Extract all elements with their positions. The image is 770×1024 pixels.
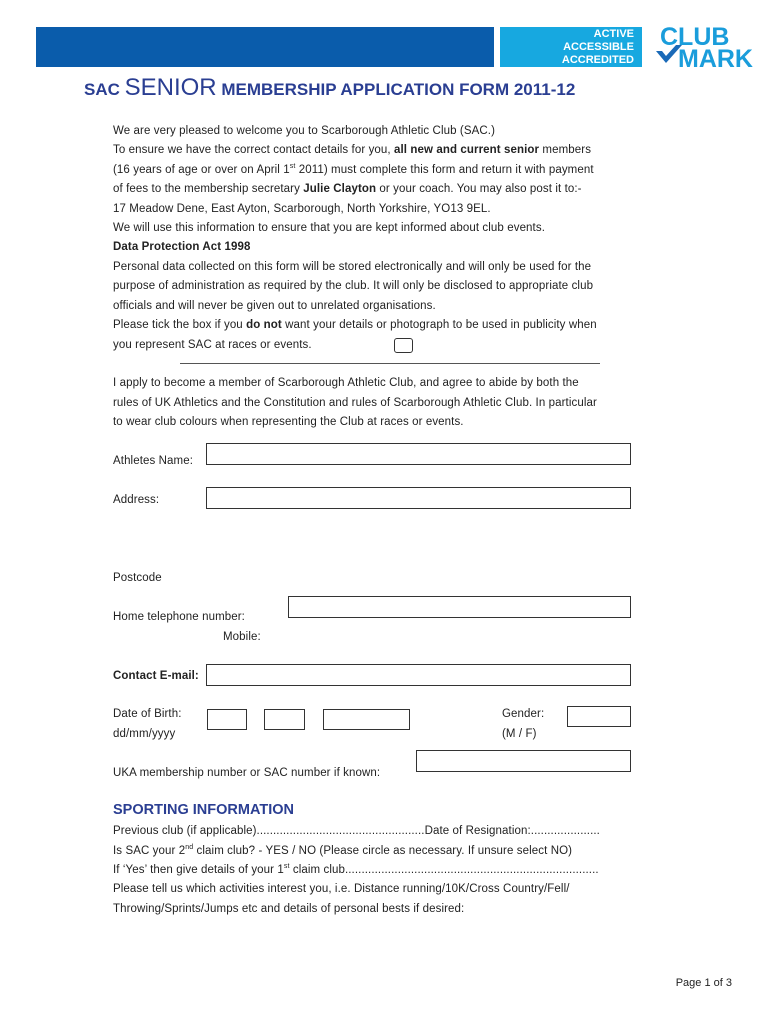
dp-line: you represent SAC at races or events. bbox=[113, 339, 312, 351]
first-claim-line: If ‘Yes’ then give details of your 1st claim club............................................................................. bbox=[113, 863, 599, 876]
postcode-label: Postcode bbox=[113, 572, 162, 584]
intro-line: We are very pleased to welcome you to Scarborough Athletic Club (SAC.) bbox=[113, 125, 495, 137]
uka-number-input[interactable] bbox=[416, 750, 631, 772]
second-claim-line: Is SAC your 2nd claim club? - YES / NO (Please circle as necessary. If unsure select NO) bbox=[113, 844, 573, 857]
uka-number-label: UKA membership number or SAC number if known: bbox=[113, 767, 381, 779]
email-label: Contact E-mail: bbox=[113, 670, 199, 682]
home-telephone-label: Home telephone number: bbox=[113, 611, 245, 623]
dp-line: purpose of administration as required by the club. It will only be disclosed to appropriate club bbox=[113, 280, 594, 292]
dp-line: Please tick the box if you do not want your details or photograph to be used in publicity when bbox=[113, 319, 597, 331]
mobile-label: Mobile: bbox=[223, 631, 261, 643]
agreement-line: rules of UK Athletics and the Constitution and rules of Scarborough Athletic Club. In particular bbox=[113, 397, 597, 409]
data-protection-heading: Data Protection Act 1998 bbox=[113, 241, 251, 253]
header-tagline: ACTIVE ACCESSIBLE ACCREDITED bbox=[561, 28, 634, 66]
publicity-opt-out-checkbox[interactable] bbox=[394, 338, 413, 353]
dp-line: Personal data collected on this form will be stored electronically and will only be used for the bbox=[113, 261, 592, 273]
previous-club-line: Previous club (if applicable)...................................................Date of Resignation:..................... bbox=[113, 825, 600, 837]
athlete-name-label: Athletes Name: bbox=[113, 455, 194, 467]
activities-line: Please tell us which activities interest you, i.e. Distance running/10K/Cross Country/Fell/ bbox=[113, 883, 570, 895]
agreement-line: to wear club colours when representing the Club at races or events. bbox=[113, 416, 464, 428]
intro-line: (16 years of age or over on April 1st 2011) must complete this form and return it with payment bbox=[113, 163, 594, 176]
gender-label: Gender: bbox=[502, 708, 545, 720]
dob-format: dd/mm/yyyy bbox=[113, 728, 176, 740]
gender-input[interactable] bbox=[567, 706, 631, 727]
dob-label: Date of Birth: bbox=[113, 708, 182, 720]
sporting-info-heading: SPORTING INFORMATION bbox=[113, 802, 294, 818]
intro-line: of fees to the membership secretary Julie Clayton or your coach. You may also post it to:- bbox=[113, 183, 582, 195]
divider bbox=[180, 363, 600, 364]
intro-line: To ensure we have the correct contact details for you, all new and current senior members bbox=[113, 144, 592, 156]
clubmark-logo: CLUB MARK bbox=[654, 25, 734, 71]
page-number: Page 1 of 3 bbox=[675, 977, 732, 989]
header-tagline-bar bbox=[500, 27, 642, 67]
dob-day-input[interactable] bbox=[207, 709, 247, 730]
address-input[interactable] bbox=[206, 487, 631, 509]
home-telephone-input[interactable] bbox=[288, 596, 631, 618]
agreement-line: I apply to become a member of Scarborough Athletic Club, and agree to abide by both the bbox=[113, 377, 579, 389]
address-label: Address: bbox=[113, 494, 160, 506]
activities-line: Throwing/Sprints/Jumps etc and details of personal bests if desired: bbox=[113, 903, 465, 915]
dob-year-input[interactable] bbox=[323, 709, 410, 730]
postal-address: 17 Meadow Dene, East Ayton, Scarborough, North Yorkshire, YO13 9EL. bbox=[113, 203, 491, 215]
page-title: SAC SENIOR MEMBERSHIP APPLICATION FORM 2011-12 bbox=[84, 74, 576, 101]
dob-month-input[interactable] bbox=[264, 709, 305, 730]
gender-format: (M / F) bbox=[502, 728, 537, 740]
intro-line: We will use this information to ensure that you are kept informed about club events. bbox=[113, 222, 545, 234]
dp-line: officials and will never be given out to unrelated organisations. bbox=[113, 300, 436, 312]
athlete-name-input[interactable] bbox=[206, 443, 631, 465]
header-bar bbox=[36, 27, 494, 67]
email-input[interactable] bbox=[206, 664, 631, 686]
